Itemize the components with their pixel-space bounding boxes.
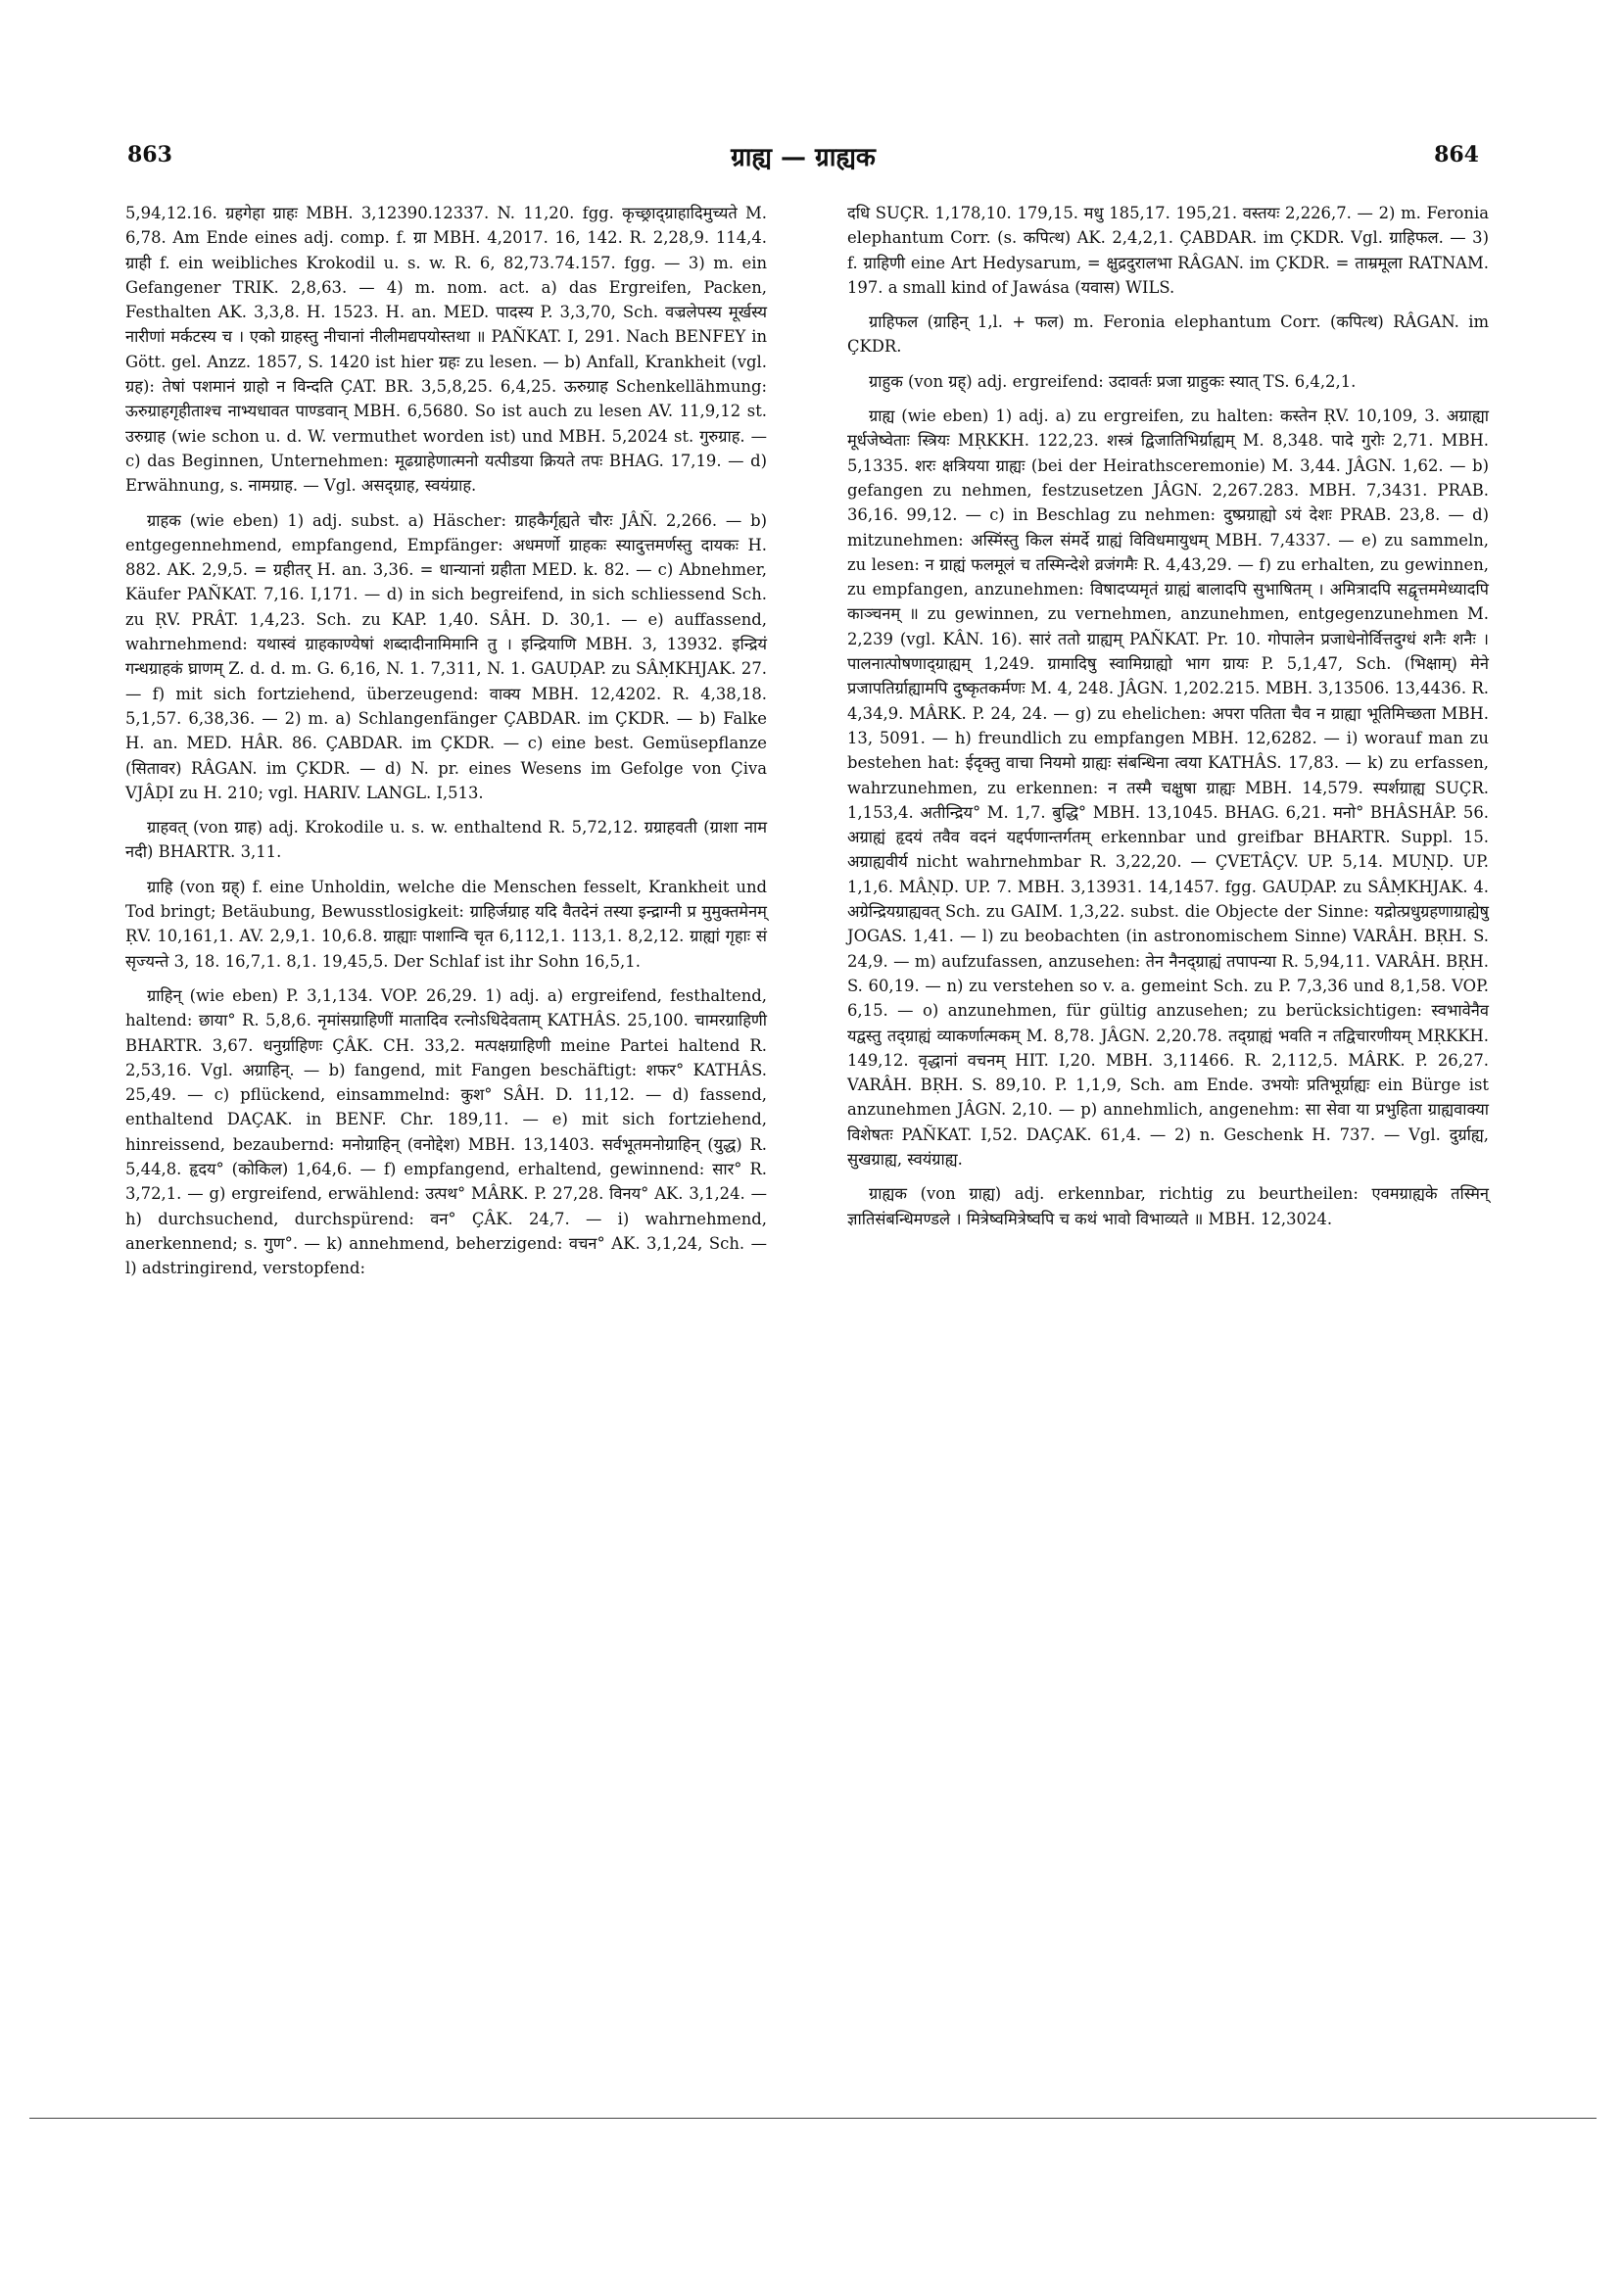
entry-paragraph: दधि SUÇR. 1,178,10. 179,15. मधु 185,17. 195,21. वस्तयः 2,226,7. — 2) m. Feronia elephantum Corr. (s. कपित्थ) AK. 2,4,2,1. ÇABDAR. im ÇKDR. Vgl. ग्राहिफल. — 3) f. ग्राहिणी eine Art Hedysarum, = क्षुद्रदुरालभा RÂGAN. im ÇKDR. = ताम्रमूला RATNAM. 197. a small kind of Jawása (यवास) WILS. — [847, 204, 1489, 297]
entry-paragraph: 5,94,12.16. ग्रहगेहा ग्राहः MBH. 3,12390.12337. N. 11,20. fgg. कृच्छ्राद्ग्राहादिमुच्यते M. 6,78. Am Ende eines adj. comp. f. ग्रा MBH. 4,2017. 16, 142. R. 2,28,9. 114,4. ग्राही f. ein weibliches Krokodil u. s. w. R. 6, 82,73.74.157. fgg. — 3) m. ein Gefangener TRIK. 2,8,63. — 4) m. nom. act. a) das Ergreifen, Packen, Festhalten AK. 3,3,8. H. 1523. H. an. MED. पादस्य P. 3,3,70, Sch. वज्रलेपस्य मूर्खस्य नारीणां मर्कटस्य च । एको ग्राहस्तु नीचानां नीलीमद्यपयोस्तथा ॥ PAÑKAT. I, 291. Nach BENFEY in Gött. gel. Anzz. 1857, S. 1420 ist hier ग्रहः zu lesen. — b) Anfall, Krankheit (vgl. ग्रह): तेषां पशमानं ग्राहो न विन्दति ÇAT. BR. 3,5,8,25. 6,4,25. ऊरुग्राह Schenkellähmung: ऊरुग्राहगृहीताश्च नाभ्यधावत पाण्डवान् MBH. 6,5680. So ist auch zu lesen AV. 11,9,12 st. उरुग्राह (wie schon u. d. W. vermuthet worden ist) und MBH. 5,2024 st. गुरुग्राह. — c) das Beginnen, Unternehmen: मूढग्राहेणात्मनो यत्पीडया क्रियते तपः BHAG. 17,19. — d) Erwähnung, s. नामग्राह. — Vgl. असद्ग्राह, स्वयंग्राह. — [125, 204, 767, 496]
page-number-left: 863 — [127, 142, 172, 167]
entry-paragraph: ग्राहुक (von ग्रह्) adj. ergreifend: उदावर्तः प्रजा ग्राहुकः स्यात् TS. 6,4,2,1. — [869, 371, 1357, 391]
page-header — [127, 142, 1479, 181]
entry-paragraph: ग्राहक (wie eben) 1) adj. subst. a) Häscher: ग्राहकैर्गृह्यते चौरः JÂÑ. 2,266. — b) entgegennehmend, empfangend, Empfänger: अधमर्णो ग्राहकः स्यादुत्तमर्णस्तु दायकः H. 882. AK. 2,9,5. = ग्रहीतर् H. an. 3,36. = धान्यानां ग्रहीता MED. k. 82. — c) Abnehmer, Käufer PAÑKAT. 7,16. I,171. — d) in sich begreifend, in sich schliessend Sch. zu ṚV. PRÂT. 1,4,23. Sch. zu KAP. 1,40. SÂH. D. 30,1. — e) auffassend, wahrnehmend: यथास्वं ग्राहकाण्येषां शब्दादीनामिमानि तु । इन्द्रियाणि MBH. 3, 13932. इन्द्रियं गन्धग्राहकं घ्राणम् Z. d. d. m. G. 6,16, N. 1. 7,311, N. 1. GAUḌAP. zu SÂṂKHJAK. 27. — f) mit sich fortziehend, überzeugend: वाक्य MBH. 12,4202. R. 4,38,18. 5,1,57. 6,38,36. — 2) m. a) Schlangenfänger ÇABDAR. im ÇKDR. — b) Falke H. an. MED. HÂR. 86. ÇABDAR. im ÇKDR. — c) eine best. Gemüsepflanze (सितावर) RÂGAN. im ÇKDR. — d) N. pr. eines Wesens im Gefolge von Çiva VJÂḌI zu H. 210; vgl. HARIV. LANGL. I,513. — [125, 510, 767, 802]
entry-paragraph: ग्राह्यक (von ग्राह्य) adj. erkennbar, richtig zu beurtheilen: एवमग्राह्यके तस्मिन् ज्ञातिसंबन्धिमण्डले । मित्रेष्वमित्रेष्वपि च कथं भावो विभाव्यते ॥ MBH. 12,3024. — [847, 1184, 1489, 1228]
headword-range: ग्राह्य — ग्राह्यक — [731, 143, 876, 172]
entry-paragraph: ग्राह्य (wie eben) 1) adj. a) zu ergreifen, zu halten: कस्तेन ṚV. 10,109, 3. अग्राह्या मूर्धजेष्वेताः स्त्रियः MṚKKH. 122,23. शस्त्रं द्विजातिभिर्ग्राह्यम् M. 8,348. पादे गुरोः 2,71. MBH. 5,1335. शरः क्षत्रियया ग्राह्यः (bei der Heirathsceremonie) M. 3,44. JÂGN. 1,62. — b) gefangen zu nehmen, festzusetzen JÂGN. 2,267.283. MBH. 7,3431. PRAB. 36,16. 99,12. — c) in Beschlag zu nehmen: दुष्प्रग्राह्यो ऽयं देशः PRAB. 23,8. — d) mitzunehmen: अस्मिंस्तु किल संमर्दे ग्राह्यं विविधमायुधम् MBH. 7,4337. — e) zu sammeln, zu lesen: न ग्राह्यं फलमूलं च तस्मिन्देशे व्रजंगमैः R. 4,43,29. — f) zu erhalten, zu gewinnen, zu empfangen, anzunehmen: विषादप्यमृतं ग्राह्यं बालादपि सुभाषितम् । अमित्रादपि सद्वृत्तममेध्यादपि काञ्चनम् ॥ zu gewinnen, zu vernehmen, anzunehmen, entgegenzunehmen M. 2,239 (vgl. KÂN. 16). सारं ततो ग्राह्यम् PAÑKAT. Pr. 10. गोपालेन प्रजाधेनोर्वित्तदुग्धं शनैः शनैः । पालनात्पोषणाद्ग्राह्यम् 1,249. ग्रामादिषु स्वामिग्राह्यो भाग ग्रायः P. 5,1,47, Sch. (भिक्षाम्) मेने प्रजापतिर्ग्राह्यामपि दुष्कृतकर्मणः M. 4, 248. JÂGN. 1,202.215. MBH. 3,13506. 13,4436. R. 4,34,9. MÂRK. P. 24, 24. — g) zu ehelichen: अपरा पतिता चैव न ग्राह्या भूतिमिच्छता MBH. 13, 5091. — h) freundlich zu empfangen MBH. 12,6282. — i) worauf man zu bestehen hat: ईदृक्तु वाचा नियमो ग्राह्यः संबन्धिना त्वया KATHÂS. 17,83. — k) zu erfassen, wahrzunehmen, zu erkennen: न तस्मै चक्षुषा ग्राह्यः MBH. 14,579. स्पर्शग्राह्य SUÇR. 1,153,4. अतीन्द्रिय° M. 1,7. बुद्धि° MBH. 13,1045. BHAG. 6,21. मनो° BHÂSHÂP. 56. अग्राह्यं हृदयं तवैव वदनं यद्दर्पणान्तर्गतम् erkennbar und greifbar BHARTR. Suppl. 15. अग्राह्यवीर्य nicht wahrnehmbar R. 3,22,20. — ÇVETÂÇV. UP. 5,14. MUṆḌ. UP. 1,1,6. MÂṆḌ. UP. 7. MBH. 3,13931. 14,1457. fgg. GAUḌAP. zu SÂṂKHJAK. 4. अग्रेन्द्रियग्राह्यवत् Sch. zu GAIM. 1,3,22. subst. die Objecte der Sinne: यद्रोत्प्रधुग्रहणाग्राह्येषु JOGAS. 1,41. — l) zu beobachten (in astronomischem Sinne) VARÂH. BṚH. S. 24,9. — m) aufzufassen, anzusehen: तेन नैनद्ग्राह्यं तपापन्या R. 5,94,11. VARÂH. BṚH. S. 60,19. — n) zu verstehen so v. a. gemeint Sch. zu P. 7,3,36 und 8,1,58. VOP. 6,15. — o) anzunehmen, für gültig anzusehen; zu berücksichtigen: स्वभावेनैव यद्वस्तु तद्ग्राह्यं व्याकर्णात्मकम् M. 8,78. JÂGN. 2,20.78. तद्ग्राह्यं भवति न तद्विचारणीयम् MṚKKH. 149,12. वृद्धानां वचनम् HIT. I,20. MBH. 3,11466. R. 2,112,5. MÂRK. P. 26,27. VARÂH. BṚH. S. 89,10. P. 1,1,9, Sch. am Ende. उभयोः प्रतिभूर्ग्राह्यः ein Bürge ist anzunehmen JÂGN. 2,10. — p) annehmlich, angenehm: सा सेवा या प्रभुहिता ग्राह्यवाक्या विशेषतः PAÑKAT. I,52. DAÇAK. 61,4. — 2) n. Geschenk H. 737. — Vgl. दुर्ग्राह्य, सुखग्राह्य, स्वयंग्राह्य. — [847, 407, 1489, 1169]
left-column — [125, 201, 767, 1290]
page-number-right: 864 — [1434, 142, 1479, 167]
right-column — [847, 201, 1489, 1241]
entry-paragraph: ग्राहवत् (von ग्राह) adj. Krokodile u. s. w. enthaltend R. 5,72,12. ग्रग्राहवती (ग्राशा नाम नदी) BHARTR. 3,11. — [125, 818, 767, 862]
entry-paragraph: ग्राहि (von ग्रह्) f. eine Unholdin, welche die Menschen fesselt, Krankheit und Tod bringt; Betäubung, Bewusstlosigkeit: ग्राहिर्जग्राह यदि वैतदेनं तस्या इन्द्राग्नी प्र मुमुक्तमेनम् ṚV. 10,161,1. AV. 2,9,1. 10,6.8. ग्राह्याः पाशान्वि चृत 6,112,1. 113,1. 8,2,12. ग्राह्यां गृहाः सं सृज्यन्ते 3, 18. 16,7,1. 8,1. 19,45,5. Der Schlaf ist ihr Sohn 16,5,1. — [125, 877, 767, 971]
entry-paragraph: ग्राहिन् (wie eben) P. 3,1,134. VOP. 26,29. 1) adj. a) ergreifend, festhaltend, haltend: छाया° R. 5,8,6. नृमांसग्राहिणीं मातादिव रत्नोऽधिदेवताम् KATHÂS. 25,100. चामरग्राहिणी BHARTR. 3,67. धनुर्ग्राहिणः ÇÂK. CH. 33,2. मत्पक्षग्राहिणी meine Partei haltend R. 2,53,16. Vgl. अग्राहिन्. — b) fangend, mit Fangen beschäftigt: शफर° KATHÂS. 25,49. — c) pflückend, einsammelnd: कुश° SÂH. D. 11,12. — d) fassend, enthaltend DAÇAK. in BENF. Chr. 189,11. — e) mit sich fortziehend, hinreissend, bezaubernd: मनोग्राहिन् (वनोद्देश) MBH. 13,1403. सर्वभूतमनोग्राहिन् (युद्ध) R. 5,44,8. हृदय° (कोकिल) 1,64,6. — f) empfangend, erhaltend, gewinnend: सार° R. 3,72,1. — g) ergreifend, erwählend: उत्पथ° MÂRK. P. 27,28. विनय° AK. 3,1,24. — h) durchsuchend, durchspürend: वन° ÇÂK. 24,7. — i) wahrnehmend, anerkennend; s. गुण°. — k) annehmend, beherzigend: वचन° AK. 3,1,24, Sch. — l) adstringirend, verstopfend: — [125, 985, 767, 1278]
footer-rule — [29, 2118, 1597, 2119]
entry-paragraph: ग्राहिफल (ग्राहिन् 1,l. + फल) m. Feronia elephantum Corr. (कपित्थ) RÂGAN. im ÇKDR. — [847, 312, 1489, 357]
